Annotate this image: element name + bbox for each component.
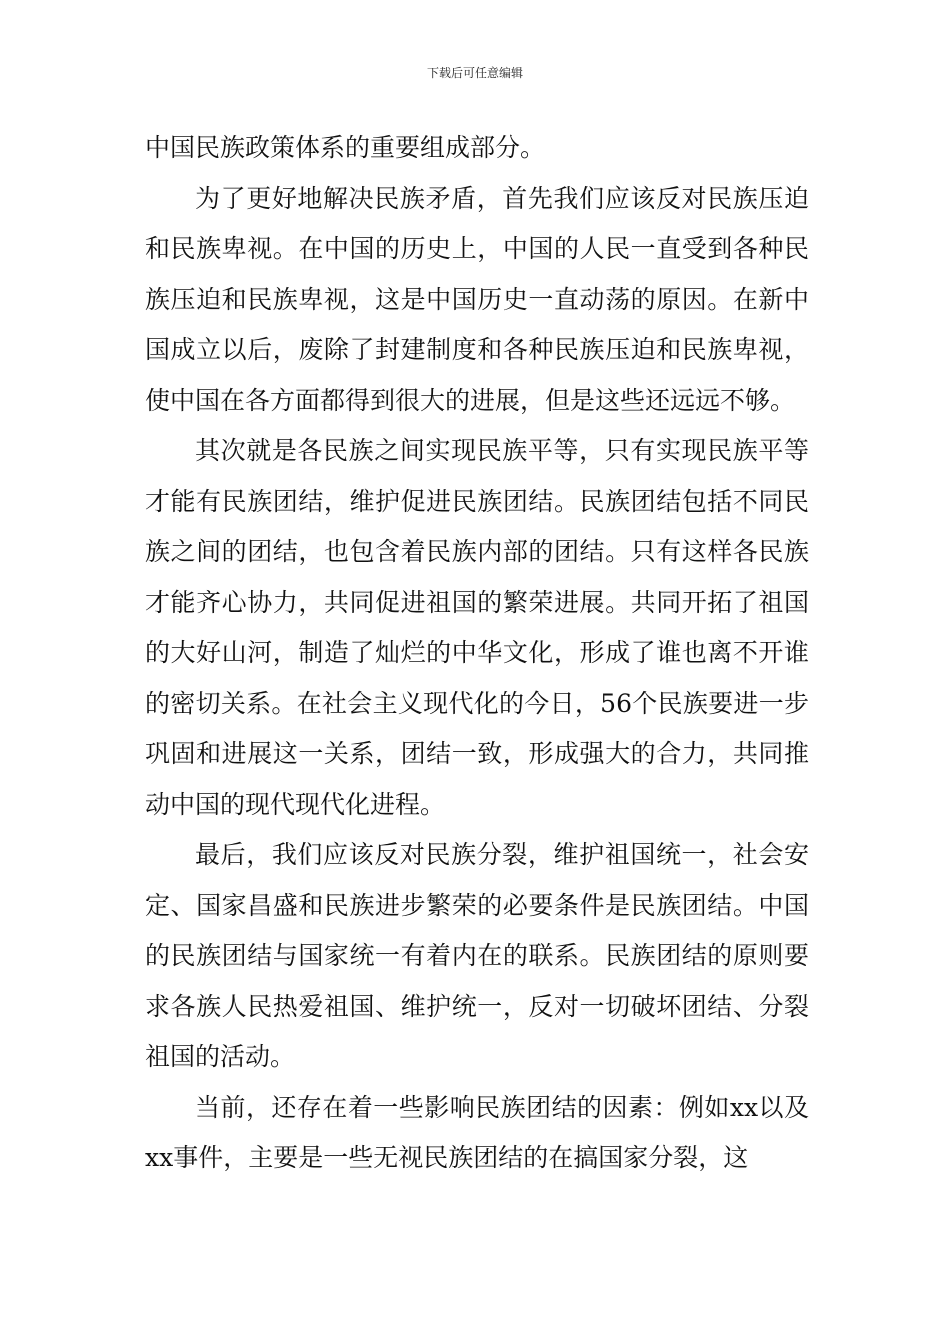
paragraph-oppose-oppression: 为了更好地解决民族矛盾，首先我们应该反对民族压迫和民族卑视。在中国的历史上，中国的人民一直受到各种民族压迫和民族卑视，这是中国历史一直动荡的原因。在新中国成立以后，废除了封建制度和各种民族压迫和民族卑视，使中国在各方面都得到很大的进展，但是这些还远远不够。 [145,183,809,415]
paragraph-oppose-separatism: 最后，我们应该反对民族分裂，维护祖国统一，社会安定、国家昌盛和民族进步繁荣的必要条件是民族团结。中国的民族团结与国家统一有着内在的联系。民族团结的原则要求各族人民热爱祖国、维护统一，反对一切破坏团结、分裂祖国的活动。 [145,840,809,1071]
paragraph-ethnic-equality: 其次就是各民族之间实现民族平等，只有实现民族平等才能有民族团结，维护促进民族团结。民族团结包括不同民族之间的团结，也包含着民族内部的团结。只有这样各民族才能齐心协力，共同促进祖国的繁荣进展。共同开拓了祖国的大好山河，制造了灿烂的中华文化，形成了谁也离不开谁的密切关系。在社会主义现代化的今日，56个民族要进一步巩固和进展这一关系，团结一致，形成强大的合力，共同推动中国的现代现代化进程。 [145,436,809,819]
paragraph-current-factors: 当前，还存在着一些影响民族团结的因素：例如xx以及xx事件，主要是一些无视民族团结的在搞国家分裂，这 [145,1092,809,1172]
document-body [145,123,809,1184]
page-header: 下载后可任意编辑 [426,66,523,80]
paragraph-continuation: 中国民族政策体系的重要组成部分。 [145,133,546,162]
